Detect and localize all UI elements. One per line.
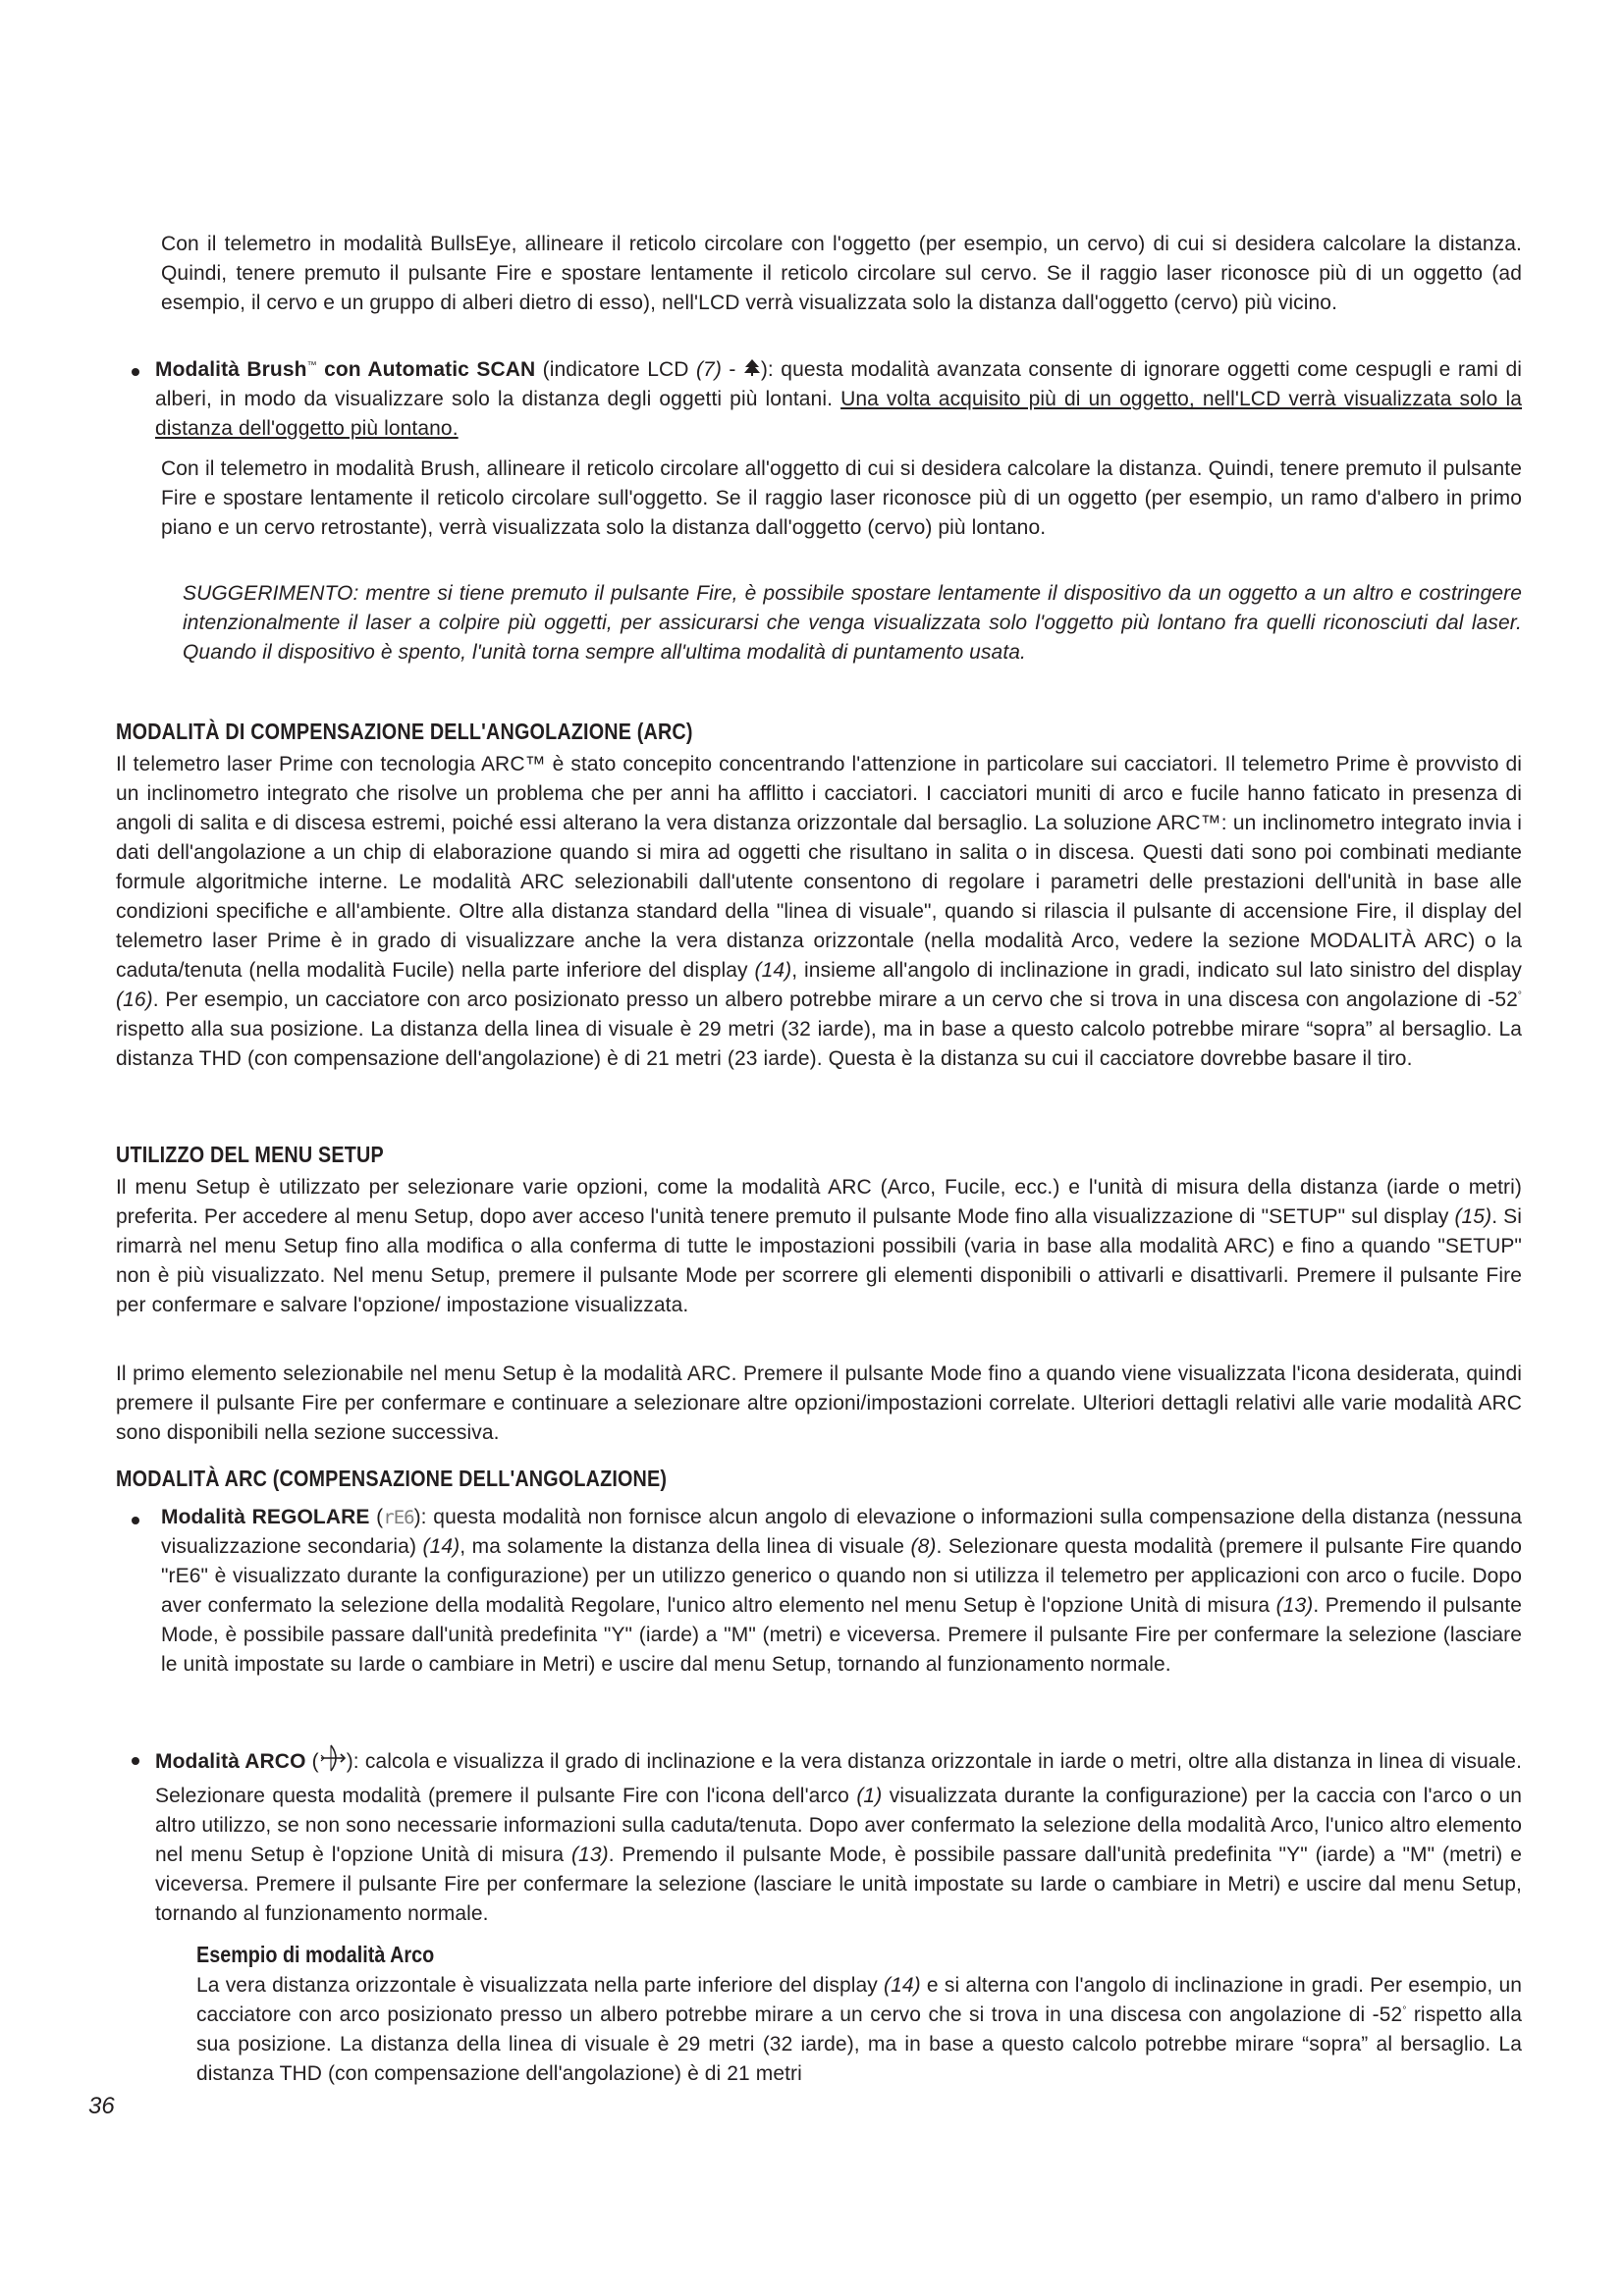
regolare-ref13: (13): [1275, 1594, 1314, 1617]
bullet-brush: [132, 368, 139, 376]
arco-paragraph: [155, 1743, 1522, 1929]
brush-indicator-ref: (7): [695, 358, 722, 381]
brush-paragraph-2: Con il telemetro in modalità Brush, allineare il reticolo circolare all'oggetto di cui si desidera calcolare la distanza. Quindi, tenere premuto il pulsante Fire e spostare lentamente il reticolo circolare sull'oggetto. Se il raggio laser riconosce più di un oggetto (per esempio, un ramo d'albero in primo piano e un cervo retrostante), verrà visualizzata solo la distanza dall'oggetto (cervo) più lontano.: [161, 457, 1522, 539]
regolare-open: (: [369, 1506, 384, 1528]
setup-paragraph-2: Il primo elemento selezionabile nel menu Setup è la modalità ARC. Premere il pulsante Mode fino a quando viene visualizzata l'icona desiderata, quindi premere il pulsante Fire per confermare e continuare a selezionare altre opzioni/impostazioni correlate. Ulteriori dettagli relativi alle varie modalità ARC sono disponibili nella sezione successiva.: [116, 1362, 1522, 1444]
arc-deg: °: [1517, 990, 1522, 1001]
brush-tm: ™: [306, 360, 317, 371]
regolare-lcd: rE6: [383, 1507, 414, 1528]
arc-p1c: . Per esempio, un cacciatore con arco posizionato presso un albero potrebbe mirare a un cervo che si trova in una discesa con angolazione di -52: [152, 988, 1518, 1011]
regolare-text-b: , ma solamente la distanza della linea di visuale: [460, 1535, 911, 1558]
tree-icon: [743, 355, 761, 385]
arc-p1d: rispetto alla sua posizione. La distanza della linea di visuale è 29 metri (32 iarde), ma in base a questo calcolo potrebbe mirare “sopra” al bersaglio. La distanza THD (con compensazione dell'angolazione) è di 21 metri (23 iarde). Questa è la distanza su cui il cacciatore dovrebbe basare il tiro.: [116, 1018, 1522, 1070]
example-deg: °: [1402, 2005, 1407, 2016]
regolare-text-d: . Premendo il pulsante Mode, è possibile passare dall'unità predefinita "Y" (iarde) a "M" (metri) e viceversa. Premere il pulsante Fire per confermare la selezione (lasciare le unità impostate su Iarde o cambiare in Metri) e uscire dal menu Setup, tornando al funzionamento normale.: [161, 1594, 1523, 1676]
setup-ref15: (15): [1454, 1205, 1492, 1228]
brush-desc: ): questa modalità avanzata consente di ignorare oggetti come cespugli e rami di alberi, in modo da visualizzare solo la distanza degli oggetti più lontani.: [155, 358, 1523, 411]
arc-section-heading: MODALITÀ DI COMPENSAZIONE DELL'ANGOLAZIONE (ARC): [116, 719, 693, 744]
page-number: 36: [88, 2093, 115, 2119]
arc-ref14: (14): [754, 959, 792, 982]
arco-label: Modalità ARCO: [155, 1750, 306, 1774]
arc-modes-heading: MODALITÀ ARC (COMPENSAZIONE DELL'ANGOLAZIONE): [116, 1466, 668, 1491]
setup-section-heading: UTILIZZO DEL MENU SETUP: [116, 1142, 384, 1167]
brush-label-b: con Automatic SCAN: [316, 358, 536, 381]
arc-p1b: , insieme all'angolo di inclinazione in gradi, indicato sul lato sinistro del display: [791, 959, 1522, 982]
arco-example-paragraph: [196, 1971, 1522, 2089]
regolare-ref8: (8): [910, 1535, 937, 1558]
brush-indicator-a: (indicatore LCD: [535, 358, 696, 381]
setup-paragraph-1: [116, 1173, 1522, 1320]
brush-underlined: Una volta acquisito più di un oggetto, nell'LCD verrà visualizzata solo la distanza dell'oggetto più lontano.: [155, 388, 1522, 441]
arc-p1a: Il telemetro laser Prime con tecnologia ARC™ è stato concepito concentrando l'attenzione in particolare sui cacciatori. Il telemetro Prime è provvisto di un inclinometro integrato che risolve un problema che per anni ha afflitto i cacciatori. I cacciatori muniti di arco e fucile hanno faticato in presenza di angoli di salita e di discesa estremi, poiché essi alterano la vera distanza orizzontale dal bersaglio. La soluzione ARC™: un inclinometro integrato invia i dati dell'angolazione a un chip di elaborazione quando si mira ad oggetti che risultano in salita o in discesa. Questi dati sono poi combinati mediante formule algoritmiche interne. Le modalità ARC selezionabili dall'utente consentono di regolare i parametri delle prestazioni dell'unità in base alle condizioni specifiche e all'ambiente. Oltre alla distanza standard della "linea di visuale", quando si rilascia il pulsante di accensione Fire, il display del telemetro laser Prime è in grado di visualizzare anche la vera distanza orizzontale (nella modalità Arco, vedere la sezione MODALITÀ ARC) o la caduta/tenuta (nella modalità Fucile) nella parte inferiore del display: [116, 753, 1522, 982]
arco-example-heading: Esempio di modalità Arco: [196, 1942, 435, 1967]
setup-p1a: Il menu Setup è utilizzato per selezionare varie opzioni, come la modalità ARC (Arco, Fucile, ecc.) e l'unità di misura della distanza (iarde o metri) preferita. Per accedere al menu Setup, dopo aver acceso l'unità tenere premuto il pulsante Mode fino alla visualizzazione di "SETUP" sul display: [116, 1176, 1522, 1228]
example-text-a: La vera distanza orizzontale è visualizzata nella parte inferiore del display: [196, 1974, 885, 1997]
tip-paragraph: SUGGERIMENTO: mentre si tiene premuto il pulsante Fire, è possibile spostare lentamente il dispositivo da un oggetto a un altro e costringere intenzionalmente il laser a colpire più oggetti, per assicurarsi che venga visualizzata solo l'oggetto più lontano fra quelli riconosciuti dal laser. Quando il dispositivo è spento, l'unità torna sempre all'ultima modalità di puntamento usata.: [183, 582, 1522, 664]
arco-ref13: (13): [570, 1843, 609, 1866]
example-text-c: rispetto alla sua posizione. La distanza della linea di visuale è 29 metri (32 iarde), ma in base a questo calcolo potrebbe mirare “sopra” al bersaglio. La distanza THD (con compensazione dell'angolazione) è di 21 metri: [196, 2003, 1523, 2085]
arco-ref1: (1): [856, 1785, 883, 1807]
bow-icon: [319, 1743, 347, 1782]
arc-ref16: (16): [116, 988, 153, 1011]
regolare-text-c: . Selezionare questa modalità (premere il pulsante Fire quando "rE6" è visualizzato durante la configurazione) per un utilizzo generico o quando non si utilizza il telemetro per applicazioni con arco o fucile. Dopo aver confermato la selezione della modalità Regolare, l'unico altro elemento nel menu Setup è l'opzione Unità di misura: [161, 1535, 1523, 1617]
arco-text-c: . Premendo il pulsante Mode, è possibile passare dall'unità predefinita "Y" (iarde) a "M" (metri) e viceversa. Premere il pulsante Fire per confermare la selezione (lasciare le unità impostate su Iarde o cambiare in Metri) e uscire dal menu Setup, tornando al funzionamento normale.: [155, 1843, 1522, 1925]
arco-text-a: ): calcola e visualizza il grado di inclinazione e la vera distanza orizzontale in iarde o metri, oltre alla distanza in linea di visuale. Selezionare questa modalità (premere il pulsante Fire con l'icona dell'arco: [155, 1750, 1523, 1807]
regolare-ref14: (14): [422, 1535, 460, 1558]
regolare-text-a: ): questa modalità non fornisce alcun angolo di elevazione o informazioni sulla compensazione della distanza (nessuna visualizzazione secondaria): [161, 1506, 1522, 1558]
brush-label-a: Modalità Brush: [155, 358, 307, 381]
example-ref14: (14): [884, 1974, 921, 1997]
bullseye-paragraph: Con il telemetro in modalità BullsEye, allineare il reticolo circolare con l'oggetto (per esempio, un cervo) di cui si desidera calcolare la distanza. Quindi, tenere premuto il pulsante Fire e spostare lentamente il reticolo circolare sul cervo. Se il raggio laser riconosce più di un oggetto (ad esempio, il cervo e un gruppo di alberi dietro di esso), nell'LCD verrà visualizzata solo la distanza dall'oggetto (cervo) più vicino.: [161, 233, 1522, 314]
example-text-b: e si alterna con l'angolo di inclinazione in gradi. Per esempio, un cacciatore con arco posizionato presso un albero potrebbe mirare a un cervo che si trova in una discesa con angolazione di -52: [196, 1974, 1523, 2026]
brush-indicator-b: -: [721, 358, 743, 381]
brush-mode-paragraph: [155, 355, 1522, 444]
regolare-paragraph: [161, 1503, 1522, 1680]
arco-open: (: [305, 1750, 319, 1774]
arco-text-b: visualizzata durante la configurazione) per la caccia con l'arco o un altro utilizzo, se non sono necessarie informazioni sulla caduta/tenuta. Dopo aver confermato la selezione della modalità Arco, l'unico altro elemento nel menu Setup è l'opzione Unità di misura: [155, 1785, 1522, 1866]
setup-p1b: . Si rimarrà nel menu Setup fino alla modifica o alla conferma di tutte le impostazioni possibili (varia in base alla modalità ARC) e fino a quando "SETUP" non è più visualizzato. Nel menu Setup, premere il pulsante Mode per scorrere gli elementi disponibili o attivarli e disattivarli. Premere il pulsante Fire per confermare e salvare l'opzione/ impostazione visualizzata.: [116, 1205, 1523, 1316]
arc-section-paragraph: [116, 750, 1522, 1074]
regolare-label: Modalità REGOLARE: [161, 1506, 370, 1528]
bullet-arco: [132, 1757, 139, 1765]
bullet-regolare: [132, 1517, 139, 1524]
